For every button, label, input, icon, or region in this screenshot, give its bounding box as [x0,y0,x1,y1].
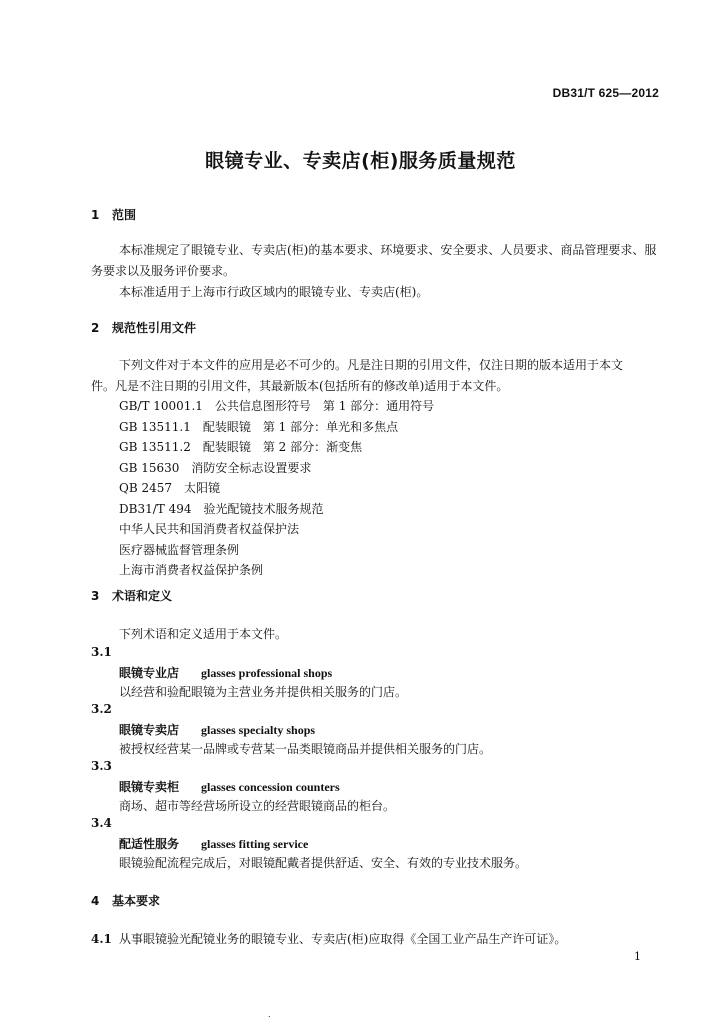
term-english: glasses specialty shops [201,723,316,737]
references-intro-line: 件。凡是不注日期的引用文件，其最新版本(包括所有的修改单)适用于本文件。 [91,379,509,393]
reference-item: 中华人民共和国消费者权益保护法 [119,522,300,536]
section-number: 4 [91,894,100,908]
term-definition: 以经营和验配眼镜为主营业务并提供相关服务的门店。 [119,685,408,699]
reference-item: GB 13511.1 配装眼镜 第 1 部分：单光和多焦点 [119,419,399,434]
term-english: glasses professional shops [201,666,333,680]
section-number: 2 [91,321,100,335]
reference-list [119,397,434,582]
term-definition: 眼镜验配流程完成后，对眼镜配戴者提供舒适、安全、有效的专业技术服务。 [119,856,528,870]
scope-paragraph-line: 务要求以及服务评价要求。 [91,264,236,278]
section-number: 3 [91,589,100,603]
term-name: 眼镜专业店 [119,666,180,680]
section-title: 范围 [112,208,137,222]
section-title: 规范性引用文件 [112,321,197,335]
section-title: 基本要求 [112,894,161,908]
reference-item: GB 15630 消防安全标志设置要求 [119,460,312,475]
term-number: 3.2 [91,702,112,716]
section-heading-2 [91,319,196,336]
term-number: 3.4 [91,816,112,830]
section-number: 1 [91,208,100,222]
scope-paragraph-line: 本标准规定了眼镜专业、专卖店(柜)的基本要求、环境要求、安全要求、人员要求、商品管理要求、服 [119,243,657,257]
term-name: 配适性服务 [119,837,180,851]
section-title: 术语和定义 [112,589,173,603]
term-english: glasses fitting service [201,837,309,851]
reference-item: 上海市消费者权益保护条例 [119,563,264,577]
document-title: 眼镜专业、专卖店(柜)服务质量规范 [205,150,516,172]
section-heading-1 [91,206,136,223]
reference-item: QB 2457 太阳镜 [119,481,221,495]
term-heading [119,664,332,681]
terms-intro: 下列术语和定义适用于本文件。 [119,627,288,641]
section-heading-3 [91,587,172,604]
references-intro-line: 下列文件对于本文件的应用是必不可少的。凡是注日期的引用文件，仅注日期的版本适用于本文 [119,358,624,372]
reference-item: 医疗器械监督管理条例 [119,542,240,557]
term-definition: 被授权经营某一品牌或专营某一品类眼镜商品并提供相关服务的门店。 [119,742,492,756]
page-number: 1 [634,950,641,963]
term-heading [119,835,308,852]
section-heading-4 [91,892,160,909]
term-heading [119,778,340,795]
reference-item: GB 13511.2 配装眼镜 第 2 部分：渐变焦 [119,440,363,454]
clause-text: 从事眼镜验光配镜业务的眼镜专业、专卖店(柜)应取得《全国工业产品生产许可证》。 [119,932,567,946]
standard-code: DB31/T 625—2012 [552,86,659,100]
clause-4-1 [91,930,566,947]
term-english: glasses concession counters [201,780,340,794]
term-heading [119,721,315,738]
term-name: 眼镜专卖店 [119,723,180,737]
term-name: 眼镜专卖柜 [119,780,180,794]
reference-item: DB31/T 494 验光配镜技术服务规范 [119,501,324,516]
clause-number: 4.1 [91,932,112,946]
footer-mark: . [268,1010,271,1019]
term-definition: 商场、超市等经营场所设立的经营眼镜商品的柜台。 [119,799,396,813]
reference-item: GB/T 10001.1 公共信息图形符号 第 1 部分：通用符号 [119,399,435,413]
term-number: 3.1 [91,645,112,659]
term-number: 3.3 [91,759,112,773]
scope-paragraph: 本标准适用于上海市行政区域内的眼镜专业、专卖店(柜)。 [119,285,429,299]
